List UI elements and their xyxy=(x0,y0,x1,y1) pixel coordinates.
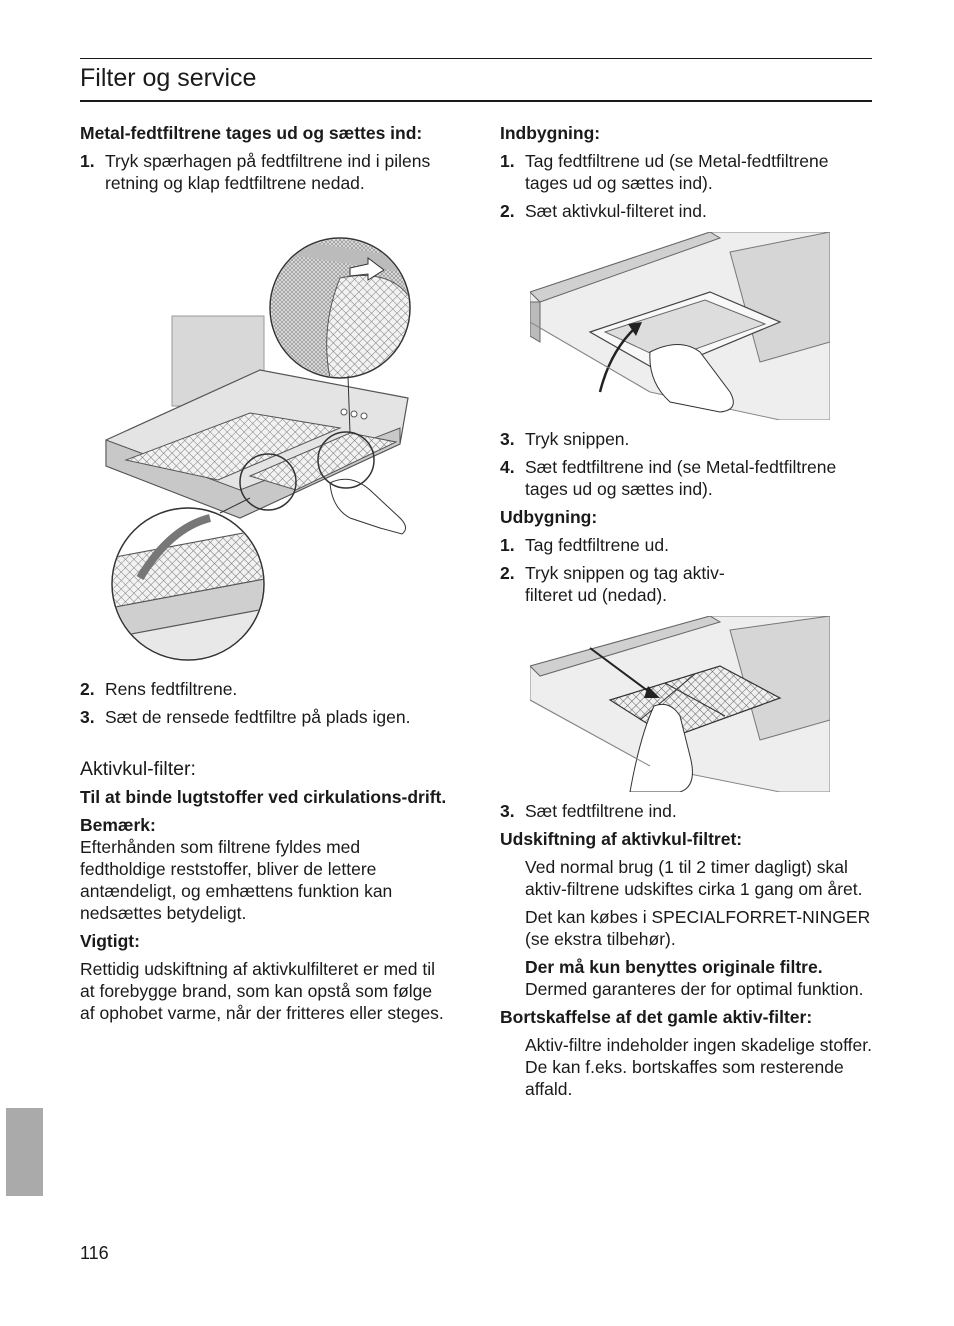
original-filters-note: Der må kun benyttes originale filtre. xyxy=(525,957,823,977)
title-rule xyxy=(80,100,872,102)
udbygning-steps-b xyxy=(500,800,872,822)
indbygning-steps-a xyxy=(500,150,872,222)
bortskaffelse-text: Aktiv-filtre indeholder ingen skadelige stoffer. De kan f.eks. bortskaffes som resterende affald. xyxy=(525,1035,872,1099)
udskiftning-p3 xyxy=(500,956,872,1000)
udskiftning-p2: Det kan købes i SPECIALFORRET-NINGER (se ekstra tilbehør). xyxy=(525,907,871,949)
list-item: 2. Sæt aktivkul-filteret ind. xyxy=(500,201,707,221)
list-item: 3. Sæt de rensede fedtfiltre på plads igen. xyxy=(80,707,411,727)
aktivkul-subtitle: Til at binde lugtstoffer ved cirkulations-drift. xyxy=(80,787,447,807)
right-column-middle xyxy=(500,428,872,612)
list-item: 2. Tryk snippen og tag aktiv-filteret ud (nedad). xyxy=(500,563,725,605)
original-filters-rest: Dermed garanteres der for optimal funktion. xyxy=(525,979,864,999)
metal-heading: Metal-fedtfiltrene tages ud og sættes ind: xyxy=(80,123,423,143)
aktivkul-title: Aktivkul-filter: xyxy=(80,758,196,780)
top-rule xyxy=(80,58,872,59)
udskiftning-label: Udskiftning af aktivkul-filtret: xyxy=(500,829,743,849)
list-item: 3. Sæt fedtfiltrene ind. xyxy=(500,801,677,821)
hood-filter-illustration xyxy=(100,228,450,668)
list-item: 1. Tag fedtfiltrene ud. xyxy=(500,535,669,555)
vigtigt-text: Rettidig udskiftning af aktivkulfilteret er med til at forebygge brand, som kan opstå som følge af ophobet varme, når der fritteres eller steges. xyxy=(80,959,444,1023)
indbygning-steps-b xyxy=(500,428,872,500)
right-column-top xyxy=(500,122,872,228)
indbygning-label: Indbygning: xyxy=(500,123,601,143)
metal-steps-b xyxy=(80,678,450,728)
vigtigt-label: Vigtigt: xyxy=(80,931,140,951)
udbygning-label: Udbygning: xyxy=(500,507,598,527)
bortskaffelse-label: Bortskaffelse af det gamle aktiv-filter: xyxy=(500,1007,813,1027)
left-column-bottom xyxy=(80,678,450,1024)
list-item: 2. Rens fedtfiltrene. xyxy=(80,679,238,699)
page-number: 116 xyxy=(80,1243,109,1263)
list-item: 1. Tag fedtfiltrene ud (se Metal-fedtfiltrene tages ud og sættes ind). xyxy=(500,151,829,193)
bemaerk-label: Bemærk: xyxy=(80,815,156,835)
metal-steps-a xyxy=(80,150,450,194)
charcoal-filter-remove-illustration xyxy=(530,616,830,792)
bemaerk-text: Efterhånden som filtrene fyldes med fedtholdige reststoffer, bliver de lettere antændeligt, og emhættens funktion kan nedsættes betydeligt. xyxy=(80,837,393,923)
left-column-top xyxy=(80,122,450,200)
list-item: 1. Tryk spærhagen på fedtfiltrene ind i pilens retning og klap fedtfiltrene nedad. xyxy=(80,151,431,193)
page-title: Filter og service xyxy=(80,64,257,92)
list-item: 3. Tryk snippen. xyxy=(500,429,630,449)
udbygning-steps-a xyxy=(500,534,872,606)
right-column-bottom xyxy=(500,800,872,1100)
section-tab-marker xyxy=(6,1108,43,1196)
udskiftning-p1: Ved normal brug (1 til 2 timer dagligt) skal aktiv-filtrene udskiftes cirka 1 gang om året. xyxy=(525,857,863,899)
list-item: 4. Sæt fedtfiltrene ind (se Metal-fedtfiltrene tages ud og sættes ind). xyxy=(500,457,837,499)
charcoal-filter-insert-illustration xyxy=(530,232,830,420)
